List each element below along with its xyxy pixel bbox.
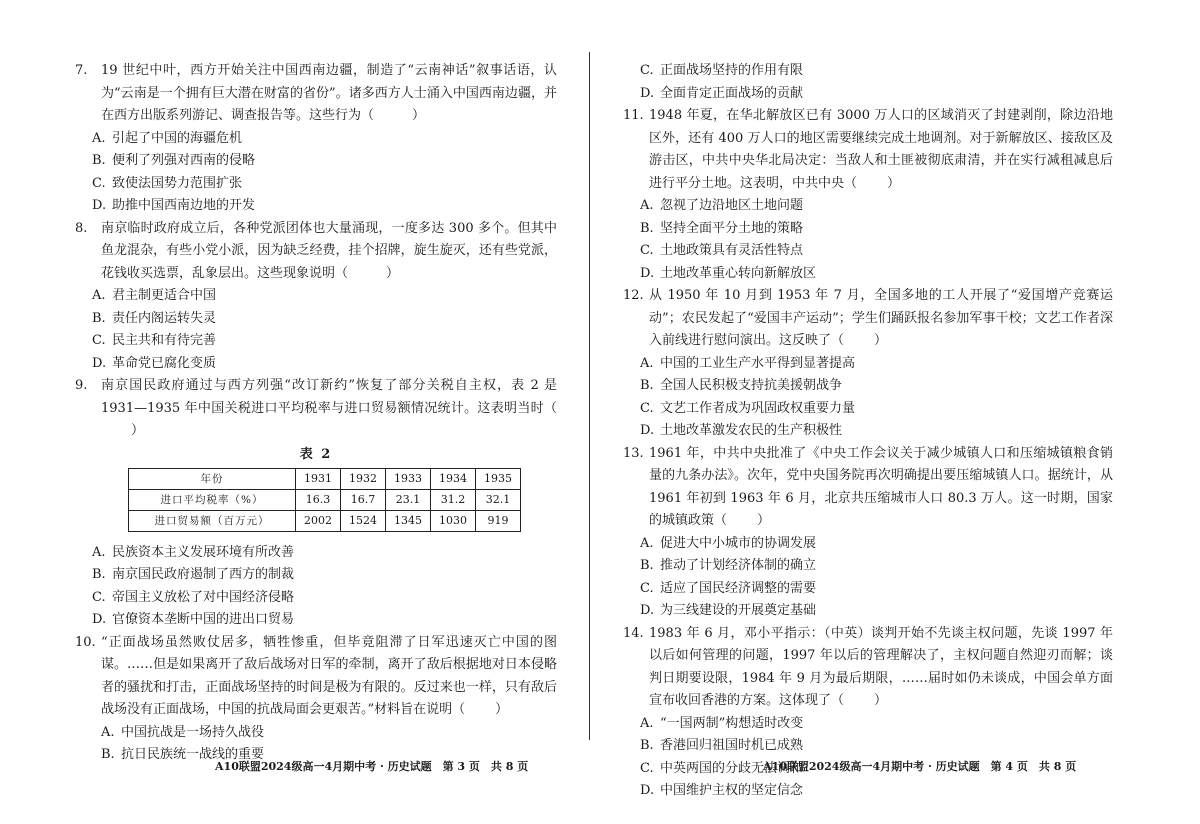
table-year: 1934 [431, 468, 476, 489]
option-d: D. 全面肯定正面战场的贡献 [640, 85, 804, 101]
option-d: D. 为三线建设的开展奠定基础 [640, 603, 817, 618]
question-number: 7. [75, 63, 88, 78]
question-12: 12. 从 1950 年 10 月到 1953 年 7 月，全国多地的工人开展了“爱国增产竞赛运动”；农民发起了“爱国丰产运动”；学生们踊跃报名参加军事干校；文艺工作者深入前线进行慰问演出。这反映了（ ） [623, 285, 1113, 353]
question-number: 14. [623, 625, 644, 641]
table-cell: 1345 [386, 510, 431, 531]
right-column [623, 60, 1113, 803]
question-text: 1948 年夏，在华北解放区已有 3000 万人口的区域消灭了封建剥削，除边沿地区外，还有 400 万人口的地区需要继续完成土地调剂。对于新解放区、接敌区及游击区，中共中央华北局决定：当敌人和土匪被彻底肃清，并在实行减租减息后进行平分土地。这表明，中共中央（ [649, 108, 1113, 191]
table-cell: 1524 [341, 510, 386, 531]
option-a: A. 忽视了边沿地区土地问题 [640, 198, 804, 213]
question-7: 7. 19 世纪中叶，西方开始关注中国西南边疆，制造了“云南神话”叙事话语，认为“云南是一个拥有巨大潜在财富的省份”。诸多西方人士涌入中国西南边疆，并在西方出版系列游记、调查报告等。这些行为（ ） [75, 60, 557, 128]
option-a: A. 促进大中小城市的协调发展 [640, 535, 817, 551]
tariff-table [128, 468, 521, 532]
option-d: D. 土地改革激发农民的生产积极性 [640, 423, 843, 438]
option-d: D. 助推中国西南边地的开发 [92, 198, 256, 213]
question-number: 13. [623, 445, 644, 461]
option-a: A. “一国两制”构想适时改变 [640, 715, 804, 731]
option-c: C. 致使法国势力范围扩张 [92, 175, 243, 191]
question-8: 8. 南京临时政府成立后，各种党派团体也大量涌现，一度多达 300 多个。但其中鱼龙混杂，有些小党小派，因为缺乏经费，挂个招牌，旋生旋灭，还有些党派，花钱收买选票，乱象层出。这些现象说明（ ） [75, 218, 557, 286]
option-d: D. 中国维护主权的坚定信念 [640, 783, 804, 798]
table-cell: 16.7 [341, 489, 386, 510]
table-year: 1935 [476, 468, 521, 489]
question-text: 南京临时政府成立后，各种党派团体也大量涌现，一度多达 300 多个。但其中鱼龙混杂，有些小党小派，因为缺乏经费，挂个招牌，旋生旋灭，还有些党派，花钱收买选票，乱象层出。这些现象说明（ [101, 220, 557, 281]
question-text: 南京国民政府通过与西方列强“改订新约”恢复了部分关税自主权，表 2 是 1931—1935 年中国关税进口平均税率与进口贸易额情况统计。这表明当时（ [101, 378, 557, 416]
option-c: C. 适应了国民经济调整的需要 [640, 580, 817, 596]
option-b: B. 便利了列强对西南的侵略 [92, 153, 256, 168]
question-number: 9. [75, 378, 88, 393]
table-cell: 23.1 [386, 489, 431, 510]
option-a: A. 君主制更适合中国 [92, 288, 217, 303]
question-text: 19 世纪中叶，西方开始关注中国西南边疆，制造了“云南神话”叙事话语，认为“云南是一个拥有巨大潜在财富的省份”。诸多西方人士涌入中国西南边疆，并在西方出版系列游记、调查报告等。这些行为（ [101, 63, 557, 123]
option-a: A. 引起了中国的海疆危机 [92, 130, 243, 146]
table-caption: 表 2 [299, 446, 333, 462]
table-row [129, 489, 521, 510]
option-b: B. 责任内阁运转失灵 [92, 310, 217, 326]
question-11: 11. 1948 年夏，在华北解放区已有 3000 万人口的区域消灭了封建剥削，除边沿地区外，还有 400 万人口的地区需要继续完成土地调剂。对于新解放区、接敌区及游击区，中共中央华北局决定：当敌人和土匪被彻底肃清，并在实行减租减息后进行平分土地。这表明，中共中央（ ） [623, 105, 1113, 195]
table-cell: 1030 [431, 510, 476, 531]
table-year: 1931 [296, 468, 341, 489]
question-14: 14. 1983 年 6 月，邓小平指示：（中英）谈判开始不先谈主权问题，先谈 1997 年以后如何管理的问题，1997 年以后的管理解决了，主权问题自然迎刃而解；谈判日期要设限，1984 年 9 月为最后期限，……届时如仍未谈成，中国会单方面宣布收回香港的方案。这体现了（ ） [623, 623, 1113, 713]
option-a: A. 民族资本主义发展环境有所改善 [92, 544, 295, 560]
option-d: D. 官僚资本垄断中国的进出口贸易 [92, 612, 295, 627]
question-text: 从 1950 年 10 月到 1953 年 7 月，全国多地的工人开展了“爱国增产竞赛运动”；农民发起了“爱国丰产运动”；学生们踊跃报名参加军事干校；文艺工作者深入前线进行慰问演出。这反映了（ [649, 288, 1113, 348]
question-9: 9. 南京国民政府通过与西方列强“改订新约”恢复了部分关税自主权，表 2 是 1931—1935 年中国关税进口平均税率与进口贸易额情况统计。这表明当时（） [75, 375, 557, 443]
question-number: 11. [623, 108, 644, 123]
table-cell: 31.2 [431, 489, 476, 510]
question-number: 12. [623, 288, 644, 303]
table-year: 1933 [386, 468, 431, 489]
table-cell: 32.1 [476, 489, 521, 510]
option-c: C. 帝国主义放松了对中国经济侵略 [92, 589, 295, 605]
question-number: 8. [75, 220, 88, 236]
option-d: D. 土地改革重心转向新解放区 [640, 265, 817, 281]
table-year: 1932 [341, 468, 386, 489]
option-c: C. 土地政策具有灵活性特点 [640, 243, 804, 258]
row-label: 进口平均税率（%） [129, 489, 296, 510]
option-c: C. 文艺工作者成为巩固政权重要力量 [640, 400, 856, 416]
option-c: C. 正面战场坚持的作用有限 [640, 63, 804, 78]
page-footer-right: A10联盟2024级高一4月期中考 · 历史试题 第 4 页 共 8 页 [763, 760, 1077, 773]
option-b: B. 南京国民政府遏制了西方的制裁 [92, 567, 295, 582]
option-b: B. 全国人民积极支持抗美援朝战争 [640, 378, 843, 393]
table-row [129, 510, 521, 531]
option-b: B. 香港回归祖国时机已成熟 [640, 738, 804, 753]
question-text: “正面战场虽然败仗居多，牺牲惨重，但毕竟阻滞了日军迅速灭亡中国的图谋。……但是如果离开了敌后战场对日军的牵制，离开了敌后根据地对日本侵略者的骚扰和打击，正面战场坚持的时间是极为有限的。反过来也一样，只有敌后战场没有正面战场，中国的抗战局面会更艰苦。”材料旨在说明（ [101, 634, 557, 717]
question-13: 13. 1961 年，中共中央批准了《中央工作会议关于减少城镇人口和压缩城镇粮食销量的九条办法》。次年，党中央国务院再次明确提出要压缩城镇人口。据统计，从 1961 年初到 1963 年 6 月，北京共压缩城市人口 80.3 万人。这一时期，国家的城镇政策（ ） [623, 443, 1113, 533]
question-10: 10. “正面战场虽然败仗居多，牺牲惨重，但毕竟阻滞了日军迅速灭亡中国的图谋。……但是如果离开了敌后战场对日军的牵制，离开了敌后根据地对日本侵略者的骚扰和打击，正面战场坚持的时间是极为有限的。反过来也一样，只有敌后战场没有正面战场，中国的抗战局面会更艰苦。”材料旨在说明（ ） [75, 632, 557, 722]
question-text: 1983 年 6 月，邓小平指示：（中英）谈判开始不先谈主权问题，先谈 1997 年以后如何管理的问题，1997 年以后的管理解决了，主权问题自然迎刃而解；谈判日期要设限，1984 年 9 月为最后期限，……届时如仍未谈成，中国会单方面宣布收回香港的方案。这体现了（ [649, 625, 1113, 708]
left-column [75, 60, 557, 767]
question-text: 1961 年，中共中央批准了《中央工作会议关于减少城镇人口和压缩城镇粮食销量的九条办法》。次年，党中央国务院再次明确提出要压缩城镇人口。据统计，从 1961 年初到 1963 年 6 月，北京共压缩城市人口 80.3 万人。这一时期，国家的城镇政策（ [649, 445, 1113, 528]
row-label: 进口贸易额（百万元） [129, 510, 296, 531]
option-a: A. 中国抗战是一场持久战役 [101, 724, 265, 740]
table-cell: 919 [476, 510, 521, 531]
option-b: B. 抗日民族统一战线的重要 [101, 747, 265, 762]
column-divider [589, 52, 590, 740]
option-b: B. 推动了计划经济体制的确立 [640, 558, 817, 573]
question-number: 10. [75, 634, 96, 650]
table-cell: 16.3 [296, 489, 341, 510]
option-a: A. 中国的工业生产水平得到显著提高 [640, 355, 856, 371]
page-footer-left: A10联盟2024级高一4月期中考 · 历史试题 第 3 页 共 8 页 [215, 760, 529, 773]
option-b: B. 坚持全面平分土地的策略 [640, 220, 804, 236]
table-cell: 2002 [296, 510, 341, 531]
option-c: C. 中英两国的分歧无法调和 [640, 760, 804, 776]
option-d: D. 革命党已腐化变质 [92, 355, 217, 371]
option-c: C. 民主共和有待完善 [92, 333, 217, 348]
table-row [129, 468, 521, 489]
table-header-label: 年份 [129, 468, 296, 489]
